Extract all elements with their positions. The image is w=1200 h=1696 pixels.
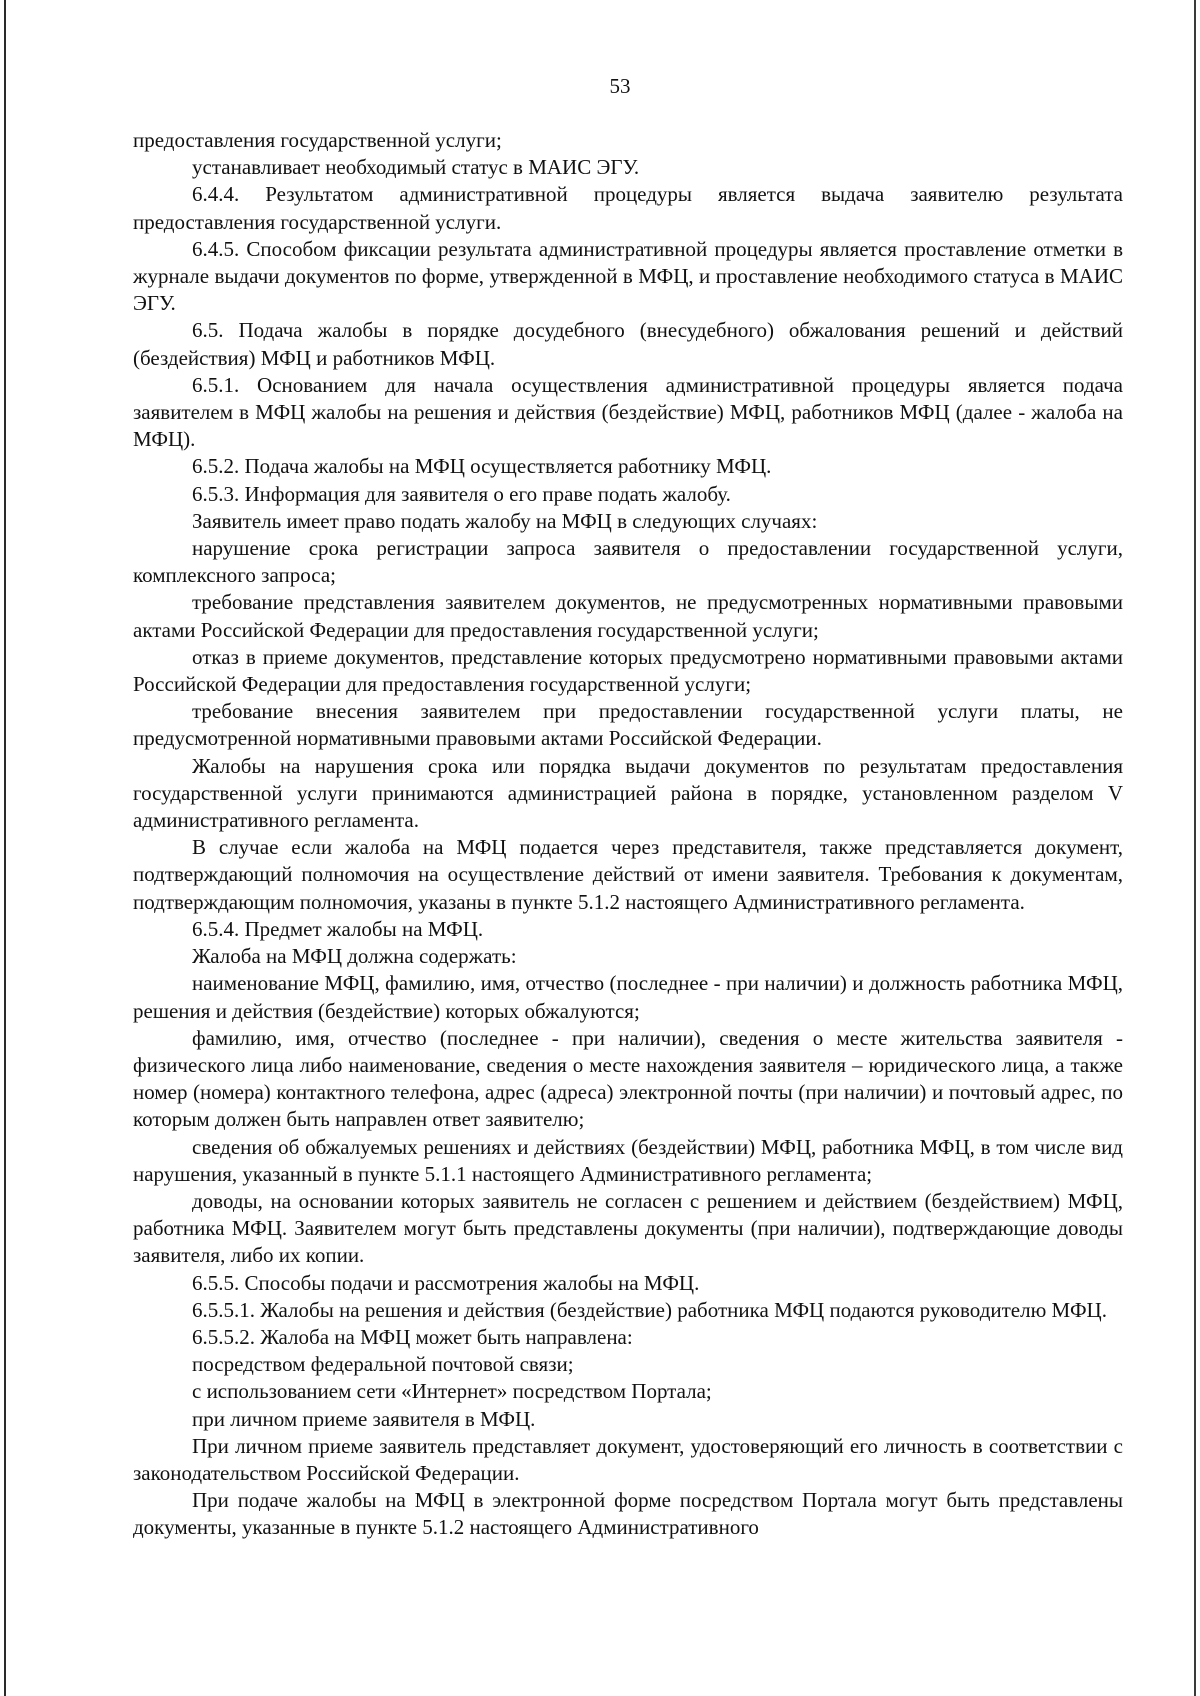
paragraph: 6.5.5.2. Жалоба на МФЦ может быть направлена:: [192, 1324, 633, 1349]
paragraph: предоставления государственной услуги;: [133, 128, 502, 152]
paragraph: 6.5.5.1. Жалобы на решения и действия (бездействие) работника МФЦ подаются руководителю МФЦ.: [192, 1297, 1107, 1322]
paragraph: 6.5. Подача жалобы в порядке досудебного (внесудебного) обжалования решений и действий (бездействия) МФЦ и работников МФЦ.: [133, 318, 1123, 370]
paragraph: В случае если жалоба на МФЦ подается через представителя, также представляется документ, подтверждающий полномочия на осуществление действий от имени заявителя. Требования к документам, подтверждающим полномочия, указаны в пункте 5.1.2 настоящего Административного регламента.: [133, 835, 1123, 914]
paragraph: Заявитель имеет право подать жалобу на МФЦ в следующих случаях:: [192, 508, 818, 533]
paragraph: 6.5.2. Подача жалобы на МФЦ осуществляется работнику МФЦ.: [192, 454, 772, 479]
paragraph: наименование МФЦ, фамилию, имя, отчество (последнее - при наличии) и должность работника МФЦ, решения и действия (бездействие) которых обжалуются;: [133, 971, 1123, 1023]
paragraph: нарушение срока регистрации запроса заявителя о предоставлении государственной услуги, комплексного запроса;: [133, 536, 1123, 588]
page-number: 53: [609, 74, 631, 98]
paragraph: посредством федеральной почтовой связи;: [192, 1352, 574, 1377]
document-body: [133, 127, 1123, 1542]
paragraph: фамилию, имя, отчество (последнее - при наличии), сведения о месте жительства заявителя - физического лица либо наименование, сведения о месте нахождения заявителя – юридического лица, а также номер (номера) контактного телефона, адрес (адреса) электронной почты (при наличии) и почтовый адрес, по которым должен быть направлен ответ заявителю;: [133, 1025, 1123, 1132]
paragraph: требование представления заявителем документов, не предусмотренных нормативными правовыми актами Российской Федерации для предоставления государственной услуги;: [133, 590, 1123, 642]
paragraph: 6.4.5. Способом фиксации результата административной процедуры является проставление отметки в журнале выдачи документов по форме, утвержденной в МФЦ, и проставление необходимого статуса в МАИС ЭГУ.: [133, 236, 1123, 316]
paragraph: 6.5.4. Предмет жалобы на МФЦ.: [192, 916, 484, 941]
scan-edge-left: [4, 0, 6, 1696]
paragraph: Жалобы на нарушения срока или порядка выдачи документов по результатам предоставления государственной услуги принимаются администрацией района в порядке, установленном разделом V административного регламента.: [133, 753, 1123, 833]
paragraph: При подаче жалобы на МФЦ в электронной форме посредством Портала могут быть представлены документы, указанные в пункте 5.1.2 настоящего Административного: [133, 1488, 1123, 1540]
paragraph: 6.5.5. Способы подачи и рассмотрения жалобы на МФЦ.: [192, 1270, 700, 1295]
paragraph: с использованием сети «Интернет» посредством Портала;: [192, 1379, 712, 1404]
paragraph: 6.4.4. Результатом административной процедуры является выдача заявителю результата предоставления государственной услуги.: [133, 182, 1123, 234]
paragraph: Жалоба на МФЦ должна содержать:: [192, 944, 517, 969]
paragraph: 6.5.1. Основанием для начала осуществления административной процедуры является подача заявителем в МФЦ жалобы на решения и действия (бездействие) МФЦ, работников МФЦ (далее - жалоба на МФЦ).: [133, 372, 1123, 452]
paragraph: требование внесения заявителем при предоставлении государственной услуги платы, не предусмотренной нормативными правовыми актами Российской Федерации.: [133, 699, 1123, 751]
paragraph: отказ в приеме документов, представление которых предусмотрено нормативными правовыми актами Российской Федерации для предоставления государственной услуги;: [133, 644, 1123, 697]
paragraph: 6.5.3. Информация для заявителя о его праве подать жалобу.: [192, 481, 731, 506]
scan-edge-right: [1194, 0, 1196, 1696]
paragraph: доводы, на основании которых заявитель не согласен с решением и действием (бездействием) МФЦ, работника МФЦ. Заявителем могут быть представлены документы (при наличии), подтверждающие доводы заявителя, либо их копии.: [133, 1188, 1123, 1268]
paragraph: при личном приеме заявителя в МФЦ.: [192, 1406, 536, 1431]
paragraph: При личном приеме заявитель представляет документ, удостоверяющий его личность в соответствии с законодательством Российской Федерации.: [133, 1433, 1123, 1485]
paragraph: сведения об обжалуемых решениях и действиях (бездействии) МФЦ, работника МФЦ, в том числе вид нарушения, указанный в пункте 5.1.1 настоящего Административного регламента;: [133, 1134, 1123, 1186]
paragraph: устанавливает необходимый статус в МАИС ЭГУ.: [192, 155, 640, 180]
